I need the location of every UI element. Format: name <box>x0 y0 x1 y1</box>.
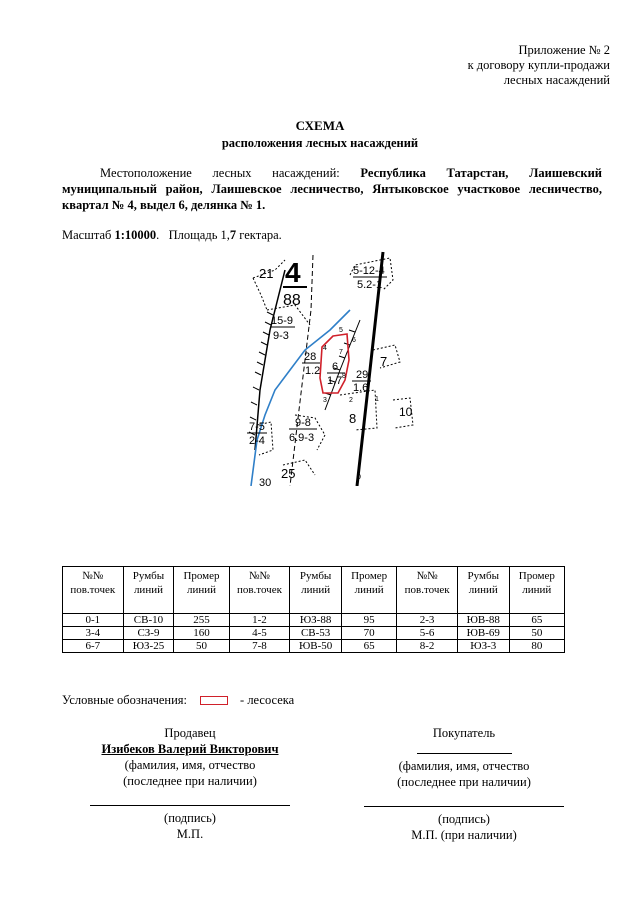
svg-text:8: 8 <box>349 411 357 426</box>
seller-note-1: (фамилия, имя, отчество <box>124 758 256 772</box>
svg-text:8: 8 <box>342 373 346 380</box>
table-row <box>63 614 565 627</box>
area-label: Площадь 1, <box>168 228 230 242</box>
svg-text:9-8: 9-8 <box>295 417 311 429</box>
svg-text:5.2-1: 5.2-1 <box>357 279 383 291</box>
svg-text:1: 1 <box>375 396 379 403</box>
scale-line: Масштаб 1:10000. Площадь 1,7 гектара. <box>62 228 282 242</box>
table-cell: 4-5 <box>229 627 290 640</box>
scale-value: 1:10000 <box>114 228 157 242</box>
svg-text:1.2: 1.2 <box>305 365 321 377</box>
svg-text:5-12-4: 5-12-4 <box>353 265 385 277</box>
table-cell: 2-3 <box>397 614 458 627</box>
appendix-line-2: к договору купли-продажи <box>467 58 610 72</box>
buyer-role: Покупатель <box>432 726 496 740</box>
svg-text:6: 6 <box>332 361 339 373</box>
plot-legend-swatch <box>200 696 228 705</box>
table-cell: ЮВ-69 <box>457 627 509 640</box>
legend-item: - лесосека <box>240 693 295 707</box>
header-cell: Промер линий <box>341 567 396 614</box>
buyer-signature-line <box>364 798 564 807</box>
location-text: Республика Татарстан, Лаишевский муниципальный район, Лаишевское лесничество, Янтыковское участковое лесничество, квартал № 4, выдел 6, делянка № 1. <box>62 166 603 212</box>
table-cell: 6-7 <box>63 640 124 653</box>
seller-signature-line <box>90 797 290 806</box>
table-cell: ЮЗ-88 <box>290 614 342 627</box>
svg-text:1.7: 1.7 <box>327 375 343 387</box>
seller-stamp: М.П. <box>176 827 204 841</box>
table-cell: 1-2 <box>229 614 290 627</box>
header-cell: №№ пов.точек <box>397 567 458 614</box>
legend <box>62 693 294 708</box>
svg-text:15-9: 15-9 <box>271 315 294 327</box>
document-subtitle: расположения лесных насаждений <box>221 136 419 150</box>
table-cell: 7-8 <box>229 640 290 653</box>
svg-text:6.9-3: 6.9-3 <box>289 432 315 444</box>
svg-text:3: 3 <box>323 397 327 404</box>
table-cell: СВ-53 <box>290 627 342 640</box>
svg-text:1.6: 1.6 <box>353 382 369 394</box>
seller-sign-label: (подпись) <box>164 811 216 825</box>
table-cell: 255 <box>174 614 229 627</box>
buyer-stamp: М.П. (при наличии) <box>411 828 517 842</box>
location-prefix: Местоположение лесных насаждений: <box>100 166 340 180</box>
svg-text:0: 0 <box>357 474 361 481</box>
measurements-table <box>62 566 565 653</box>
svg-text:4: 4 <box>323 345 327 352</box>
svg-text:9-3: 9-3 <box>273 330 289 342</box>
appendix-line-1: Приложение № 2 <box>518 43 610 57</box>
area-unit: гектара. <box>239 228 282 242</box>
appendix-header <box>310 43 610 88</box>
table-cell: 160 <box>174 627 229 640</box>
table-cell: 8-2 <box>397 640 458 653</box>
table-cell: 80 <box>509 640 564 653</box>
svg-text:7: 7 <box>380 354 388 369</box>
table-header-row <box>63 567 565 614</box>
seller-note-2: (последнее при наличии) <box>123 774 257 788</box>
seller-name: Изибеков Валерий Викторович <box>101 742 279 756</box>
table-cell: 50 <box>509 627 564 640</box>
header-cell: Промер линий <box>509 567 564 614</box>
svg-text:6: 6 <box>352 337 356 344</box>
header-cell: Румбы линий <box>290 567 342 614</box>
svg-text:29: 29 <box>356 369 369 381</box>
table-cell: 95 <box>341 614 396 627</box>
area-value: 7 <box>229 228 237 242</box>
table-cell: СЗ-9 <box>123 627 174 640</box>
document-title: СХЕМА <box>295 118 345 133</box>
table-cell: 65 <box>509 614 564 627</box>
table-cell: 5-6 <box>397 627 458 640</box>
svg-text:21: 21 <box>259 266 274 281</box>
svg-text:5: 5 <box>339 327 343 334</box>
buyer-note-1: (фамилия, имя, отчество <box>398 759 530 773</box>
scale-label: Масштаб <box>62 228 112 242</box>
header-cell: №№ пов.точек <box>63 567 124 614</box>
table-cell: ЮВ-50 <box>290 640 342 653</box>
table-row <box>63 640 565 653</box>
svg-text:7: 7 <box>339 349 343 356</box>
header-cell: Румбы линий <box>457 567 509 614</box>
svg-text:10: 10 <box>399 405 413 419</box>
table-cell: 65 <box>341 640 396 653</box>
table-cell: 70 <box>341 627 396 640</box>
header-cell: Румбы линий <box>123 567 174 614</box>
header-cell: №№ пов.точек <box>229 567 290 614</box>
svg-text:2: 2 <box>349 397 353 404</box>
table-cell: 3-4 <box>63 627 124 640</box>
seller-role: Продавец <box>164 726 216 740</box>
forest-plot-map <box>245 250 415 486</box>
location-paragraph <box>62 165 602 213</box>
buyer-name-line <box>417 741 512 754</box>
seller-block <box>80 725 300 842</box>
svg-text:25: 25 <box>281 466 296 481</box>
table-cell: ЮВ-88 <box>457 614 509 627</box>
buyer-sign-label: (подпись) <box>438 812 490 826</box>
table-cell: ЮЗ-3 <box>457 640 509 653</box>
header-cell: Промер линий <box>174 567 229 614</box>
table-cell: СВ-10 <box>123 614 174 627</box>
appendix-line-3: лесных насаждений <box>503 73 610 87</box>
buyer-block <box>354 725 574 843</box>
svg-text:30: 30 <box>259 477 272 486</box>
table-cell: 0-1 <box>63 614 124 627</box>
svg-text:2-4: 2-4 <box>249 435 265 447</box>
svg-text:4: 4 <box>285 257 301 288</box>
table-cell: ЮЗ-25 <box>123 640 174 653</box>
table-cell: 50 <box>174 640 229 653</box>
legend-label: Условные обозначения: <box>62 693 188 707</box>
svg-text:7-5: 7-5 <box>249 421 265 433</box>
svg-text:28: 28 <box>304 351 317 363</box>
table-row <box>63 627 565 640</box>
svg-text:88: 88 <box>283 292 301 309</box>
buyer-note-2: (последнее при наличии) <box>397 775 531 789</box>
